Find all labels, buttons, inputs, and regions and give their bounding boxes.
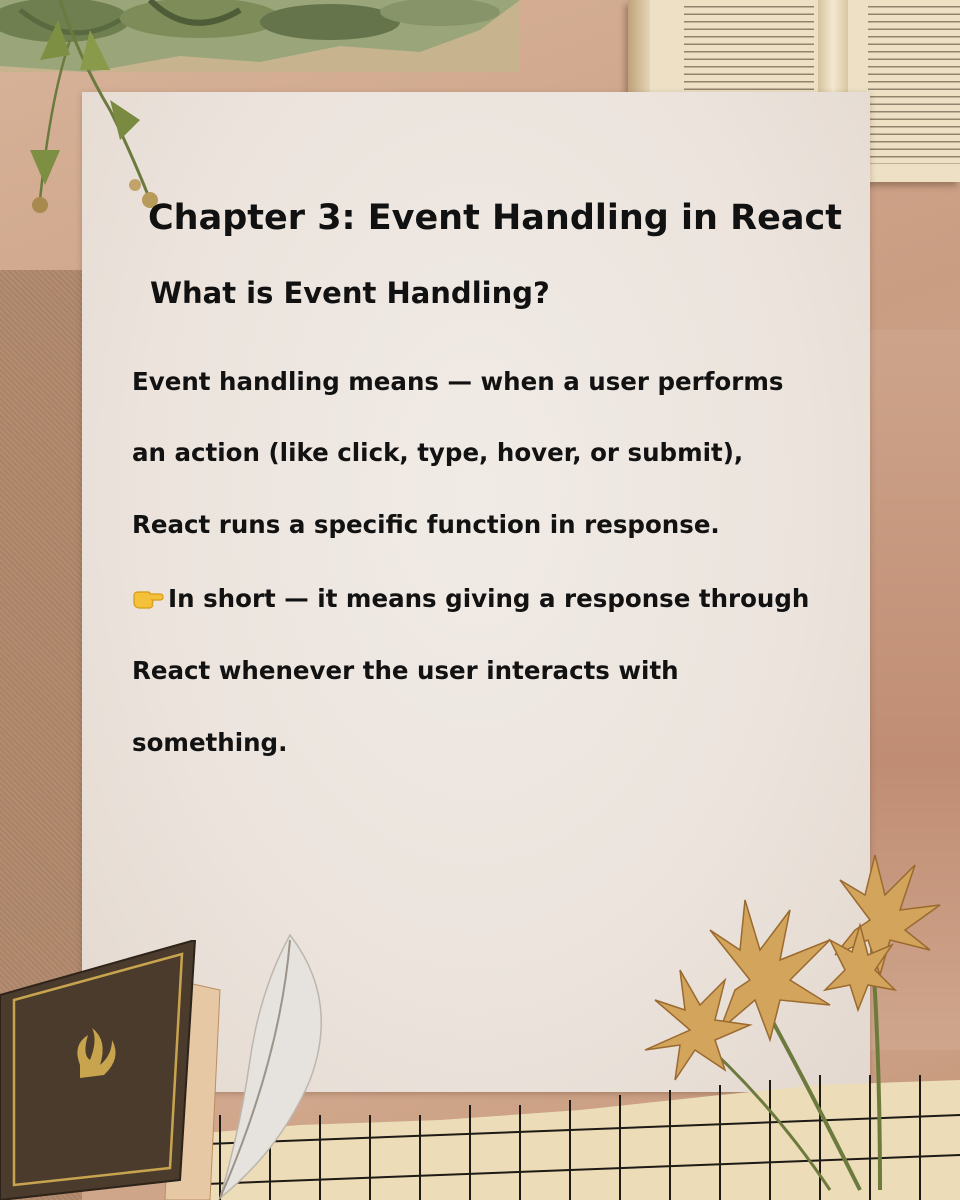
body-line-text: In short — it means giving a response through bbox=[168, 584, 810, 613]
pointing-hand-icon bbox=[132, 588, 164, 610]
body-line: React whenever the user interacts with bbox=[132, 656, 679, 685]
body-line-with-icon bbox=[132, 584, 809, 613]
vintage-book-illustration bbox=[0, 940, 230, 1200]
chapter-title: Chapter 3: Event Handling in React bbox=[148, 198, 842, 238]
body-line: something. bbox=[132, 728, 288, 757]
body-line: React runs a specific function in response. bbox=[132, 510, 720, 539]
section-heading: What is Event Handling? bbox=[150, 276, 550, 310]
body-line: Event handling means — when a user performs bbox=[132, 367, 784, 396]
dried-flowers-illustration bbox=[630, 840, 960, 1200]
body-line: an action (like click, type, hover, or submit), bbox=[132, 438, 744, 467]
